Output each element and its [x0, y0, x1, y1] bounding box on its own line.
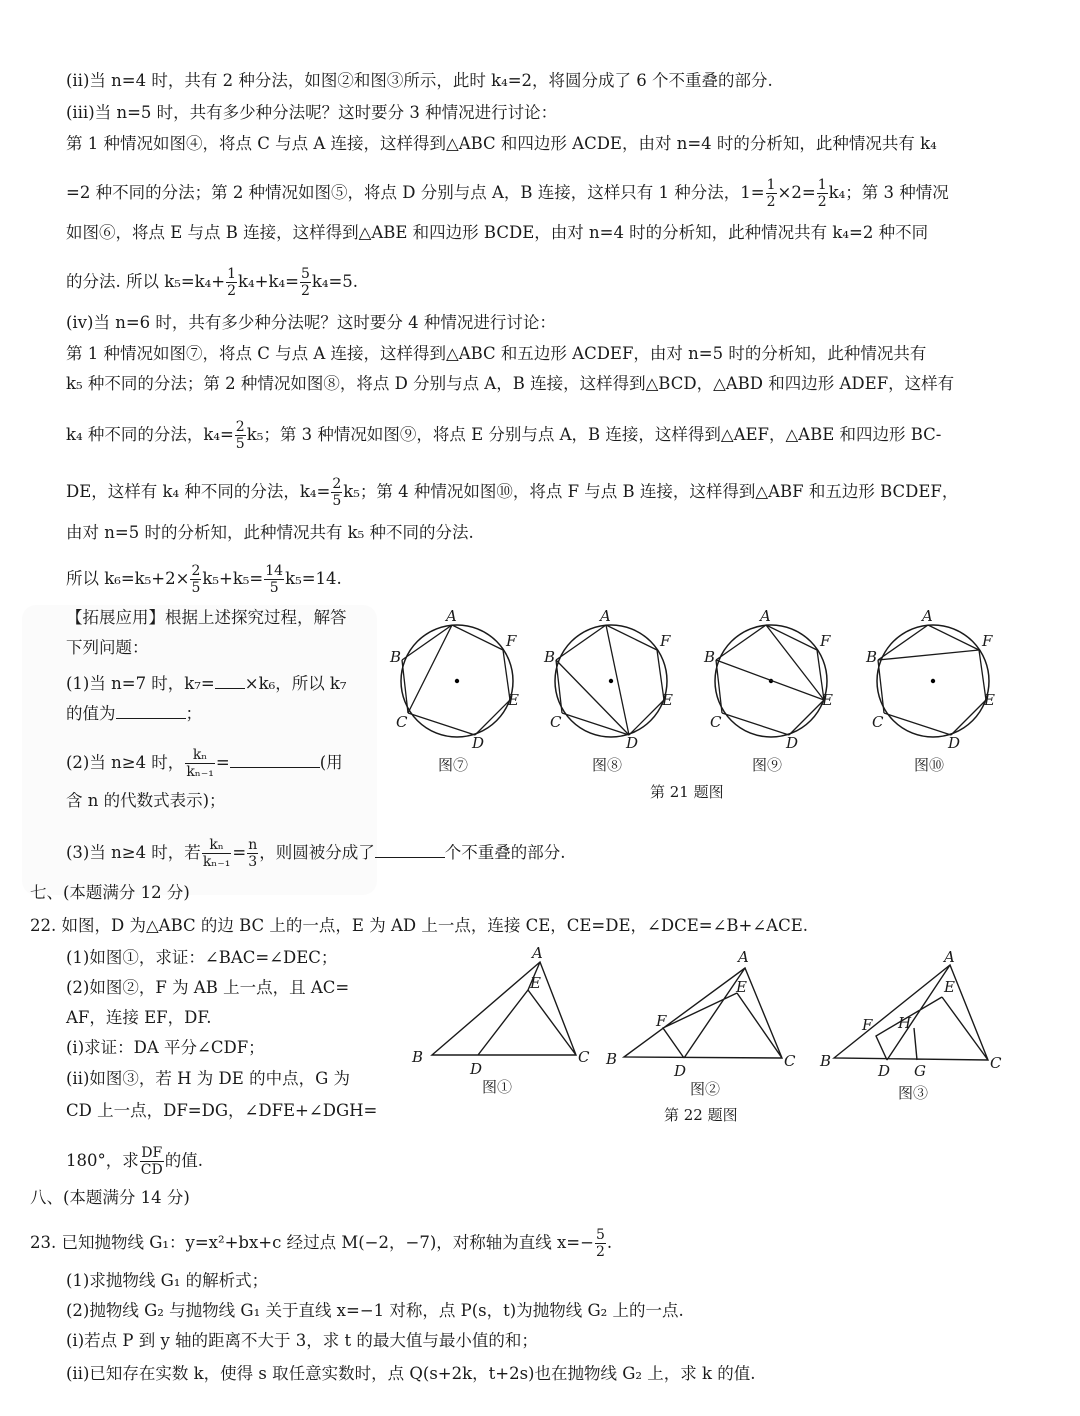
point-label: C	[872, 713, 884, 731]
numerator: 5	[300, 266, 310, 282]
point-label: E	[662, 691, 673, 709]
point-label: D	[786, 734, 799, 752]
text-run: DE，这样有 k₄ 种不同的分法，k₄=	[66, 482, 331, 501]
svg-text:A: A	[738, 948, 749, 966]
denominator: 5	[235, 436, 245, 452]
chord-FB	[878, 650, 979, 660]
numerator: 2	[332, 476, 342, 492]
svg-text:第 22 题图: 第 22 题图	[664, 1106, 738, 1124]
point-label: A	[446, 607, 457, 625]
point-label: F	[820, 632, 831, 650]
numerator: DF	[141, 1145, 163, 1161]
point-label: A	[600, 607, 611, 625]
svg-text:F: F	[862, 1016, 873, 1034]
point-label: E	[822, 691, 833, 709]
chord-BC	[878, 660, 884, 713]
point-label: D	[626, 734, 639, 752]
text-run: k₅+k₅=	[202, 569, 264, 588]
point-label: D	[948, 734, 961, 752]
point-label: B	[390, 648, 402, 666]
chord-DE	[629, 700, 664, 735]
numerator: 2	[235, 419, 245, 435]
text-run: 下列问题：	[66, 638, 149, 657]
text-run: (ⅲ)当 n=5 时，共有多少种分法呢？这时要分 3 种情况进行讨论：	[66, 103, 558, 122]
denominator: 5	[332, 493, 342, 509]
point-label: B	[866, 648, 878, 666]
chord-BC	[556, 660, 562, 713]
point-label: C	[396, 713, 408, 731]
point-label: B	[704, 648, 716, 666]
chord-AB	[402, 625, 452, 660]
center-point	[931, 679, 935, 683]
text-run: 第 1 种情况如图⑦，将点 C 与点 A 连接，这样得到△ABC 和五边形 ACDEF，由对 n=5 时的分析知，此种情况共有	[66, 344, 927, 363]
denominator: 2	[817, 194, 827, 210]
point-label: E	[984, 691, 995, 709]
numerator: kₙ	[185, 747, 215, 764]
svg-text:D: D	[470, 1060, 483, 1078]
text-run: 23. 已知抛物线 G₁：y=x²+bx+c 经过点 M(−2，−7)，对称轴为直线 x=−	[30, 1233, 594, 1252]
text-run: (ⅱ)已知存在实数 k，使得 s 取任意实数时，点 Q(s+2k，t+2s)也在抛物线 G₂ 上，求 k 的值.	[66, 1364, 756, 1383]
point-label: E	[508, 691, 519, 709]
numerator: 14	[265, 563, 284, 579]
svg-text:F: F	[656, 1012, 667, 1030]
center-point	[609, 679, 613, 683]
denominator: 2	[300, 283, 310, 299]
numerator: kₙ	[202, 837, 232, 854]
chord-CD	[722, 713, 789, 735]
text-run: k₅=14.	[285, 569, 342, 588]
text-run: 七、(本题满分 12 分)	[30, 883, 190, 902]
text-run: k₄；第 3 种情况	[828, 183, 949, 202]
text-run: =2 种不同的分法；第 2 种情况如图⑤，将点 D 分别与点 A，B 连接，这样只有 1 种分法，1=	[66, 183, 765, 202]
text-run: (3)当 n≥4 时，若	[66, 843, 201, 862]
text-run: 由对 n=5 时的分析知，此种情况共有 k₅ 种不同的分法.	[66, 523, 474, 542]
svg-text:D: D	[674, 1062, 687, 1080]
denominator: 3	[248, 854, 258, 870]
text-run: =	[215, 753, 230, 772]
text-run: (ⅰ)若点 P 到 y 轴的距离不大于 3，求 t 的最大值与最小值的和；	[66, 1331, 538, 1350]
figure-22-2	[624, 968, 782, 1058]
chord-CA	[408, 625, 452, 713]
point-label: D	[472, 734, 485, 752]
text-run: ，则圆被分成了	[259, 843, 375, 862]
figure-21-8	[543, 607, 673, 774]
figure-caption: 图⑧	[592, 756, 623, 774]
text-run: 的分法. 所以 k₅=k₄+	[66, 272, 226, 291]
text-run: (2)当 n≥4 时，	[66, 753, 185, 772]
point-label: F	[506, 632, 517, 650]
chord-CD	[408, 713, 475, 735]
svg-text:C: C	[990, 1054, 1002, 1072]
text-run: 22. 如图，D 为△ABC 的边 BC 上的一点，E 为 AD 上一点，连接 CE，CE=DE，∠DCE=∠B+∠ACE.	[30, 916, 808, 935]
chord-AB	[716, 625, 766, 660]
text-run: 的值为	[66, 704, 116, 723]
text-run: (用	[319, 753, 343, 772]
numerator: 2	[191, 563, 201, 579]
text-run: (1)如图①，求证：∠BAC=∠DEC；	[66, 948, 338, 967]
figure-caption: 图⑩	[914, 756, 945, 774]
svg-text:图③: 图③	[898, 1084, 929, 1102]
text-run: 八、(本题满分 14 分)	[30, 1188, 190, 1207]
text-run: (ⅱ)如图③，若 H 为 DE 的中点，G 为	[66, 1069, 350, 1088]
svg-text:D: D	[878, 1062, 891, 1080]
svg-text:B: B	[820, 1052, 832, 1070]
denominator: CD	[140, 1162, 163, 1178]
text-run: 如图⑥，将点 E 与点 B 连接，这样得到△ABE 和四边形 BCDE，由对 n=4 时的分析知，此种情况共有 k₄=2 种不同	[66, 223, 929, 242]
text-run: 所以 k₆=k₅+2×	[66, 569, 190, 588]
point-label: C	[710, 713, 722, 731]
numerator: 1	[817, 177, 827, 193]
svg-text:E: E	[530, 974, 541, 992]
chord-DB	[556, 660, 629, 735]
figure-22-1	[432, 962, 576, 1055]
svg-text:E: E	[944, 978, 955, 996]
text-run: k₄=5.	[311, 272, 359, 291]
text-run: k₅；第 4 种情况如图⑩，将点 F 与点 B 连接，这样得到△ABF 和五边形 BCDEF，	[343, 482, 959, 501]
numerator: n	[248, 837, 258, 853]
text-run: =	[232, 843, 247, 862]
chord-AB	[878, 625, 928, 660]
text-run: CD 上一点，DF=DG，∠DFE+∠DGH=	[66, 1101, 378, 1120]
text-run: (ⅱ)当 n=4 时，共有 2 种分法，如图②和图③所示，此时 k₄=2，将圆分成了 6 个不重叠的部分.	[66, 71, 773, 90]
center-point	[455, 679, 459, 683]
point-label: C	[550, 713, 562, 731]
text-run: (2)抛物线 G₂ 与抛物线 G₁ 关于直线 x=−1 对称，点 P(s，t)为抛物线 G₂ 上的一点.	[66, 1301, 684, 1320]
text-run: 第 1 种情况如图④，将点 C 与点 A 连接，这样得到△ABC 和四边形 ACDE，由对 n=4 时的分析知，此种情况共有 k₄	[66, 134, 937, 153]
text-run: 含 n 的代数式表示)；	[66, 791, 226, 810]
denominator: 5	[191, 580, 201, 596]
text-run: k₄ 种不同的分法，k₄=	[66, 425, 234, 444]
figure-caption: 图⑦	[438, 756, 469, 774]
svg-text:图①: 图①	[482, 1078, 513, 1096]
svg-text:H: H	[898, 1014, 912, 1032]
point-label: F	[982, 632, 993, 650]
figure-22-3	[834, 965, 988, 1060]
figure-21-7	[389, 607, 519, 774]
text-run: 【拓展应用】根据上述探究过程，解答	[66, 608, 347, 627]
point-label: F	[660, 632, 671, 650]
chord-BC	[716, 660, 722, 713]
text-run: 的值.	[164, 1151, 203, 1170]
denominator: 5	[269, 580, 279, 596]
denominator: 2	[595, 1244, 605, 1260]
point-label: A	[922, 607, 933, 625]
text-run: ×2=	[777, 183, 816, 202]
chord-DE	[951, 700, 986, 735]
svg-text:E: E	[736, 978, 747, 996]
text-run: ；	[185, 704, 202, 723]
text-run: (ⅳ)当 n=6 时，共有多少种分法呢？这时要分 4 种情况进行讨论：	[66, 313, 556, 332]
text-run: AF，连接 EF，DF.	[66, 1008, 212, 1027]
text-run: .	[606, 1233, 613, 1252]
figure-21-9	[703, 607, 833, 774]
svg-text:B: B	[606, 1050, 618, 1068]
chord-DE	[789, 700, 824, 735]
text-run: 180°，求	[66, 1151, 139, 1170]
denominator: 2	[227, 283, 237, 299]
point-label: B	[544, 648, 556, 666]
text-run: (ⅰ)求证：DA 平分∠CDF；	[66, 1038, 265, 1057]
svg-text:C: C	[578, 1048, 590, 1066]
chord-CD	[884, 713, 951, 735]
svg-text:A: A	[944, 948, 955, 966]
figure-22-labels	[411, 944, 1002, 1124]
point-label: A	[760, 607, 771, 625]
figure-21-10	[865, 607, 995, 774]
svg-text:A: A	[532, 944, 543, 962]
chord-BC	[402, 660, 408, 713]
chord-AB	[556, 625, 606, 660]
figure-21-title: 第 21 题图	[650, 783, 724, 801]
denominator: 2	[766, 194, 776, 210]
svg-text:B: B	[412, 1048, 424, 1066]
text-run: (1)当 n=7 时，k₇=	[66, 674, 215, 693]
svg-text:G: G	[914, 1062, 926, 1080]
text-run: 个不重叠的部分.	[444, 843, 566, 862]
denominator: kₙ₋₁	[186, 764, 214, 780]
figure-caption: 图⑨	[752, 756, 783, 774]
numerator: 5	[595, 1227, 605, 1243]
numerator: 1	[227, 266, 237, 282]
text-run: ×k₆，所以 k₇	[244, 674, 347, 693]
text-run: k₄+k₄=	[238, 272, 299, 291]
numerator: 1	[766, 177, 776, 193]
text-run: (1)求抛物线 G₁ 的解析式；	[66, 1271, 269, 1290]
text-run: k₅；第 3 种情况如图⑨，将点 E 分别与点 A，B 连接，这样得到△AEF，△ABE 和四边形 BC-	[246, 425, 942, 444]
chord-DE	[475, 700, 510, 735]
text-run: k₅ 种不同的分法；第 2 种情况如图⑧，将点 D 分别与点 A，B 连接，这样得到△BCD，△ABD 和四边形 ADEF，这样有	[66, 374, 955, 393]
svg-text:图②: 图②	[690, 1080, 721, 1098]
denominator: kₙ₋₁	[202, 854, 231, 870]
svg-text:C: C	[784, 1052, 796, 1070]
text-run: (2)如图②，F 为 AB 上一点，且 AC=	[66, 978, 350, 997]
